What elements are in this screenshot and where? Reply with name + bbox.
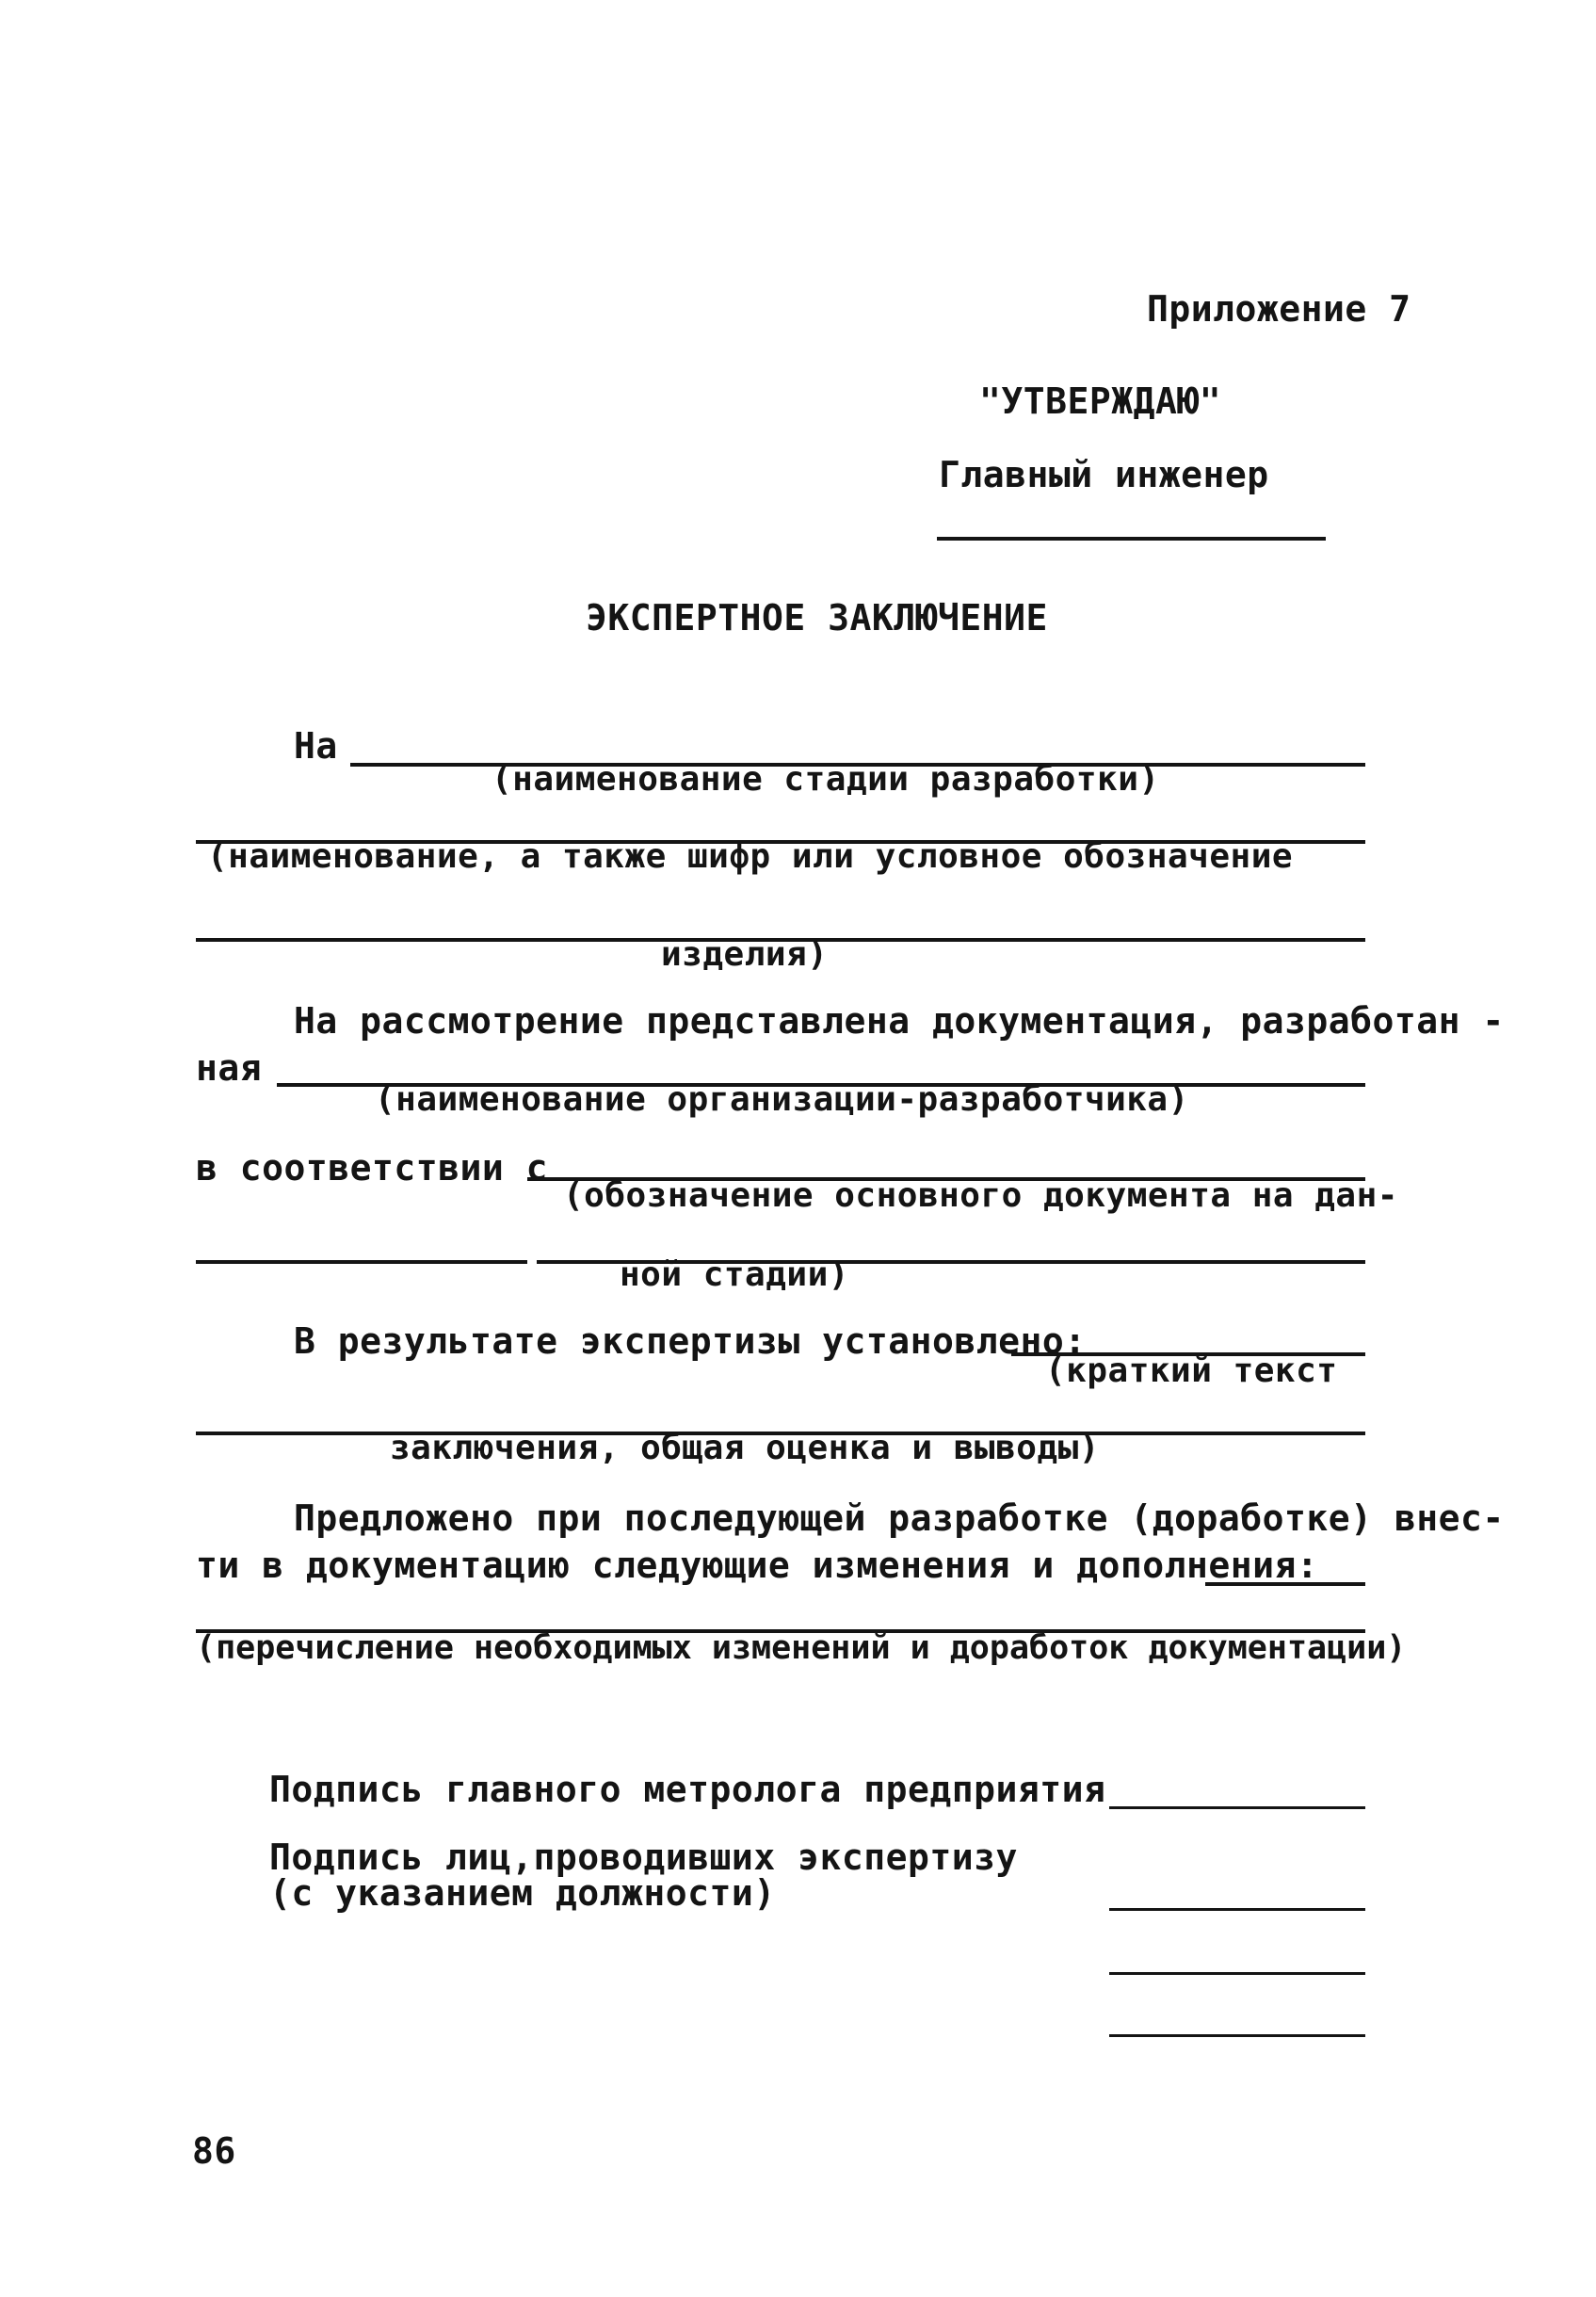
expert-signature-line-1 — [1109, 1908, 1365, 1911]
approver-signature-line — [937, 537, 1326, 541]
metrologist-signature-label: Подпись главного метролога предприятия — [269, 1769, 1106, 1810]
proposal-line-1: Предложено при последующей разработке (доработке) внес- — [294, 1497, 1505, 1539]
org-caption: (наименование организации-разработчика) — [375, 1080, 1189, 1119]
changes-caption: (перечисление необходимых изменений и доработок документации) — [196, 1629, 1407, 1667]
expert-signature-line-3 — [1109, 2034, 1365, 2037]
experts-signature-label-2: (с указанием должности) — [269, 1872, 776, 1914]
product-caption-2: изделия) — [661, 935, 829, 974]
result-label: В результате экспертизы установлено: — [294, 1320, 1087, 1362]
approver-position: Главный инженер — [939, 454, 1269, 495]
accordance-label: в соответствии с — [196, 1147, 549, 1189]
submitted-suffix: ная — [196, 1047, 263, 1089]
result-caption-2: заключения, общая оценка и выводы) — [390, 1429, 1100, 1467]
doc-caption-2: ной стадии) — [620, 1255, 849, 1294]
product-caption-1: (наименование, а также шифр или условное обозначение — [207, 837, 1294, 876]
document-title: ЭКСПЕРТНОЕ ЗАКЛЮЧЕНИЕ — [586, 597, 1048, 639]
expert-signature-line-2 — [1109, 1972, 1365, 1975]
experts-signature-label-1: Подпись лиц,проводивших экспертизу — [269, 1836, 1018, 1878]
proposal-field-line — [1205, 1582, 1365, 1586]
approve-label: "УТВЕРЖДАЮ" — [979, 380, 1222, 422]
submitted-text: На рассмотрение представлена документация, разработан - — [294, 1000, 1505, 1042]
page-number: 86 — [192, 2130, 236, 2172]
proposal-line-2: ти в документацию следующие изменения и дополнения: — [196, 1545, 1319, 1586]
result-caption-1: (краткий текст — [1045, 1351, 1338, 1390]
appendix-label: Приложение 7 — [1147, 288, 1411, 330]
doc-caption-1: (обозначение основного документа на дан- — [563, 1176, 1398, 1215]
doc-field-line-2a — [196, 1260, 527, 1264]
metrologist-signature-line — [1109, 1806, 1365, 1809]
stage-caption: (наименование стадии разработки) — [492, 760, 1160, 799]
na-label: На — [294, 725, 338, 767]
